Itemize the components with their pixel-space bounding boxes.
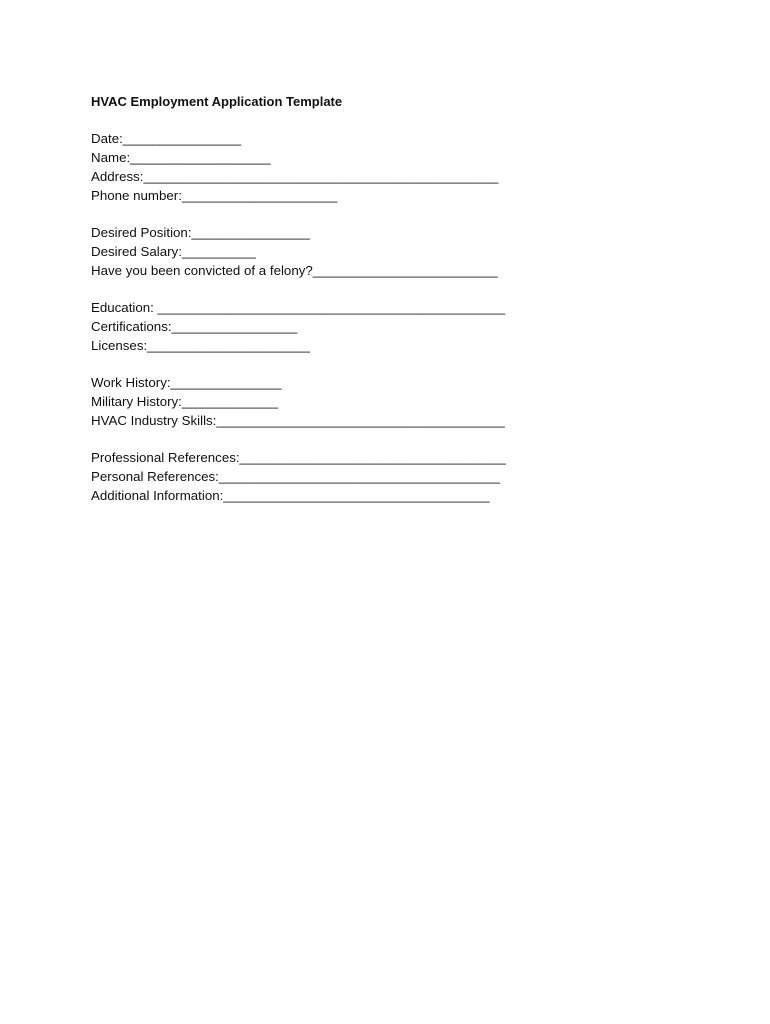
date-field-line: Date:________________ xyxy=(91,131,242,146)
name-field-line: Name:___________________ xyxy=(91,150,271,165)
education-field-line: Education: _______________________________________________ xyxy=(91,300,506,315)
professional-references-field-line: Professional References:____________________________________ xyxy=(91,450,506,465)
felony-question-field-line: Have you been convicted of a felony?_________________________ xyxy=(91,263,498,278)
position-section xyxy=(91,223,711,280)
qualifications-section xyxy=(91,298,711,355)
hvac-industry-skills-field-line: HVAC Industry Skills:_______________________________________ xyxy=(91,413,505,428)
references-section xyxy=(91,448,711,505)
licenses-field-line: Licenses:______________________ xyxy=(91,338,310,353)
additional-information-field-line: Additional Information:____________________________________ xyxy=(91,488,490,503)
certifications-field-line: Certifications:_________________ xyxy=(91,319,298,334)
military-history-field-line: Military History:_____________ xyxy=(91,394,279,409)
phone-number-field-line: Phone number:_____________________ xyxy=(91,188,338,203)
document-page xyxy=(91,92,711,523)
document-title: HVAC Employment Application Template xyxy=(91,94,343,109)
desired-position-field-line: Desired Position:________________ xyxy=(91,225,310,240)
history-section xyxy=(91,373,711,430)
contact-section xyxy=(91,129,711,205)
address-field-line: Address:________________________________________________ xyxy=(91,169,499,184)
work-history-field-line: Work History:_______________ xyxy=(91,375,282,390)
desired-salary-field-line: Desired Salary:__________ xyxy=(91,244,256,259)
personal-references-field-line: Personal References:______________________________________ xyxy=(91,469,500,484)
